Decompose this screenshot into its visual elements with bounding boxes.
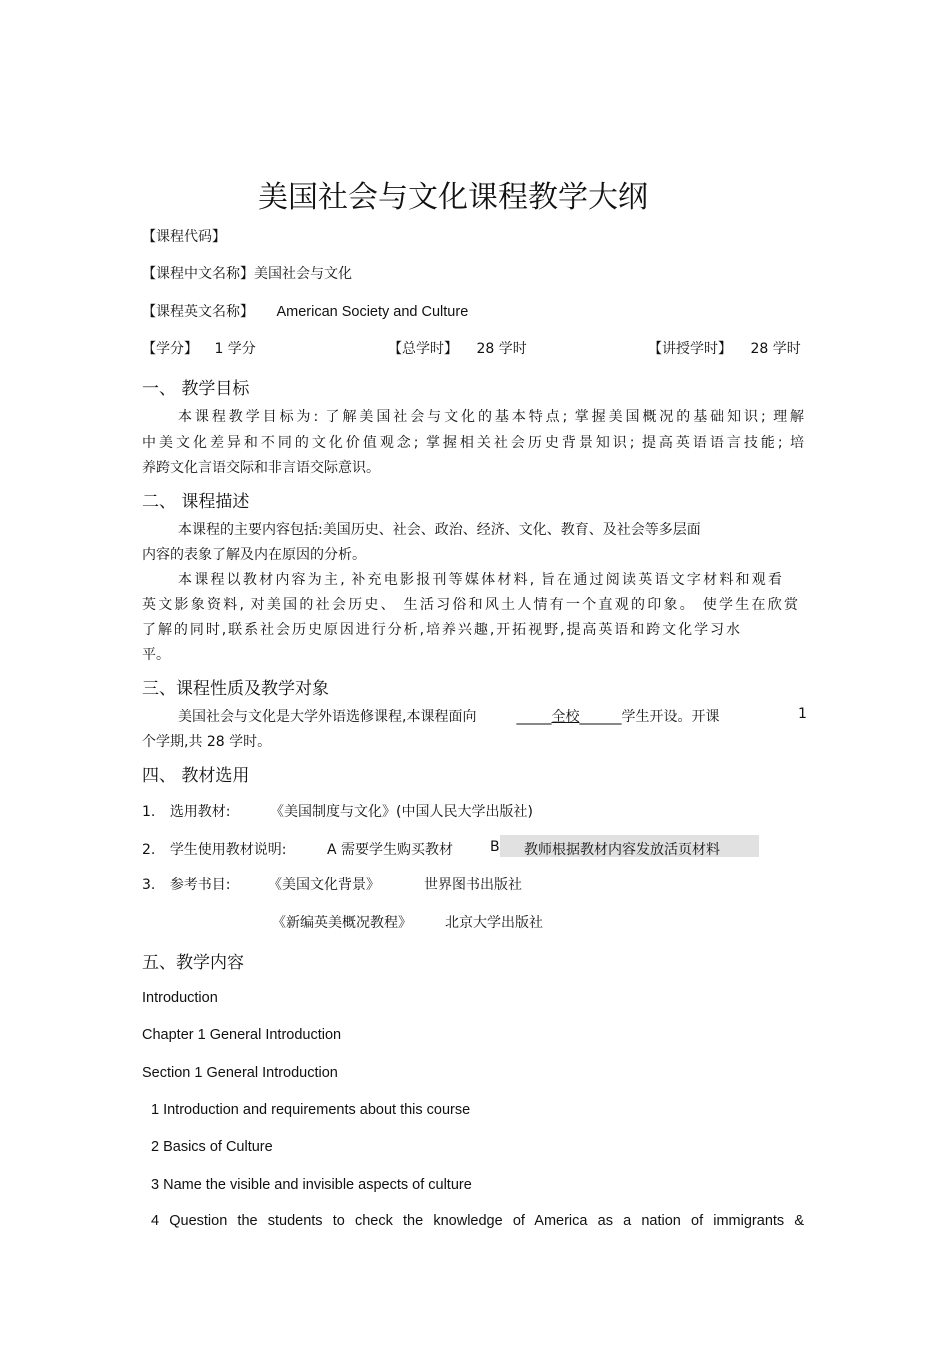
lecture-hours-label: 【讲授学时】 (648, 341, 732, 357)
credit-field (142, 338, 256, 358)
content-chapter-1: Chapter 1 General Introduction (142, 1027, 342, 1043)
reference-book-2: 《新编英美概况教程》 (272, 915, 412, 931)
total-hours-label: 【总学时】 (388, 341, 458, 357)
objectives-line-2: 中美文化差异和不同的文化价值观念; 掌握相关社会历史背景知识; 提高英语语言技能; 培 (142, 435, 804, 451)
description-line-5: 了解的同时,联系社会历史原因进行分析,培养兴趣,开拓视野,提高英语和跨文化学习水 (142, 622, 740, 638)
en-name-value: American Society and Culture (276, 304, 469, 320)
nature-line-1-pre: 美国社会与文化是大学外语选修课程,本课程面向 (178, 709, 477, 725)
description-line-2: 内容的表象了解及内在原因的分析。 (142, 547, 366, 563)
en-name-label: 【课程英文名称】 (142, 304, 254, 320)
total-hours-value: 28 学时 (476, 341, 527, 357)
credit-value: 1 学分 (214, 341, 256, 357)
lecture-hours-field (648, 338, 801, 358)
document-title: 美国社会与文化课程教学大纲 (258, 180, 648, 215)
content-introduction: Introduction (142, 990, 218, 1006)
textbook-item-3: 3. 参考书目: (142, 877, 231, 893)
content-section-1: Section 1 General Introduction (142, 1065, 338, 1081)
audience-blank: 全校 (551, 709, 580, 725)
content-item-4: 4 Question the students to check the knowledge of America as a nation of immigrants & (151, 1213, 804, 1229)
textbook-item-1: 1. 选用教材: (142, 804, 231, 820)
course-cn-name (142, 263, 352, 283)
course-code-label: 【课程代码】 (142, 229, 226, 245)
textbook-option-b-text: 教师根据教材内容发放活页材料 (524, 842, 720, 858)
section-heading-textbooks: 四、 教材选用 (142, 766, 250, 786)
nature-line-2: 个学期,共 28 学时。 (142, 734, 272, 750)
textbook-option-b-letter: B (490, 839, 500, 855)
description-line-4: 英文影象资料, 对美国的社会历史、 生活习俗和风土人情有一个直观的印象。 使学生在欣赏 (142, 597, 798, 613)
credit-label: 【学分】 (142, 341, 198, 357)
textbook-item-2: 2. 学生使用教材说明: (142, 842, 287, 858)
section-heading-content: 五、教学内容 (142, 953, 244, 973)
description-line-6: 平。 (142, 647, 170, 663)
reference-publisher-1: 世界图书出版社 (424, 877, 522, 893)
course-en-name (142, 301, 468, 321)
total-hours-field (388, 338, 527, 358)
nature-line-1-post: 学生开设。开课 (621, 709, 720, 725)
content-item-2: 2 Basics of Culture (151, 1139, 273, 1155)
content-item-3: 3 Name the visible and invisible aspects of culture (151, 1177, 472, 1193)
description-line-3: 本课程以教材内容为主, 补充电影报刊等媒体材料, 旨在通过阅读英语文字材料和观看 (178, 572, 782, 588)
reference-book-1: 《美国文化背景》 (268, 877, 380, 893)
nature-line-1: 美国社会与文化是大学外语选修课程,本课程面向 _____全校______学生开设。开课 (178, 709, 720, 725)
section-heading-nature: 三、课程性质及教学对象 (142, 679, 329, 699)
cn-name-label: 【课程中文名称】 (142, 266, 254, 282)
textbook-item-1-value: 《美国制度与文化》(中国人民大学出版社) (270, 804, 533, 820)
textbook-option-a: A 需要学生购买教材 (327, 842, 454, 858)
description-line-1: 本课程的主要内容包括:美国历史、社会、政治、经济、文化、教育、及社会等多层面 (178, 522, 701, 538)
objectives-line-1: 本课程教学目标为: 了解美国社会与文化的基本特点; 掌握美国概况的基础知识; 理解 (178, 409, 804, 425)
section-heading-objectives: 一、 教学目标 (142, 379, 250, 399)
cn-name-value: 美国社会与文化 (254, 266, 352, 282)
reference-publisher-2: 北京大学出版社 (445, 915, 543, 931)
lecture-hours-value: 28 学时 (750, 341, 801, 357)
section-heading-description: 二、 课程描述 (142, 492, 250, 512)
objectives-line-3: 养跨文化言语交际和非言语交际意识。 (142, 460, 380, 476)
semester-count: 1 (798, 706, 807, 722)
content-item-1: 1 Introduction and requirements about this course (151, 1102, 471, 1118)
